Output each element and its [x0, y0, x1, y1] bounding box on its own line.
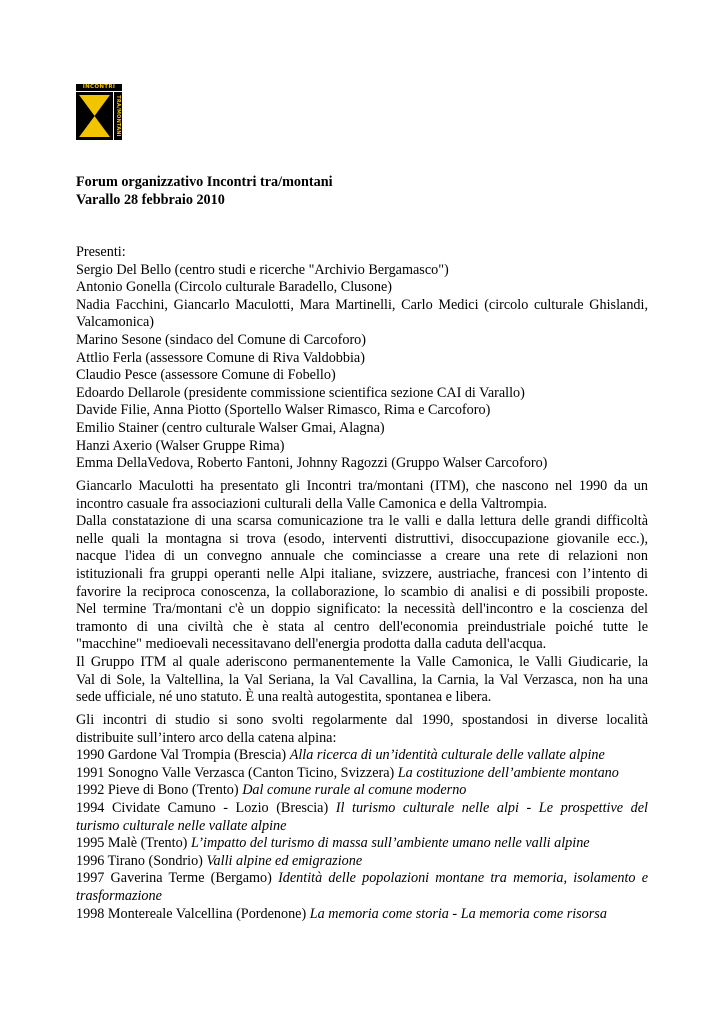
meeting-title: Alla ricerca di un’identità culturale delle vallate alpine — [289, 747, 605, 764]
intro-line: tramonto di una civiltà che è stata al centro dell'economia preindustriale poiché tutte le — [76, 618, 648, 635]
meeting-title: Dal comune rurale al comune moderno — [242, 782, 467, 799]
meetings-intro-line: Gli incontri di studio si sono svolti regolarmente dal 1990, spostandosi in diverse località — [76, 712, 648, 728]
intro-line: Dalla constatazione di una scarsa comunicazione tra le valli e dalla lettura delle grandi difficoltà — [76, 513, 648, 530]
attendees-label: Presenti: — [76, 244, 126, 260]
meeting-place: 1991 Sonogno Valle Verzasca (Canton Ticino, Svizzera) — [76, 764, 398, 781]
meeting-item-continued — [76, 888, 648, 906]
document-title: Forum organizzativo Incontri tra/montani — [76, 174, 333, 190]
attendees-section — [76, 244, 648, 473]
meeting-title: Il turismo culturale nelle alpi - Le prospettive del — [335, 799, 648, 816]
intro-line: favorire la reciproca conoscenza, la collaborazione, lo scambio di analisi e di possibili proposte. — [76, 583, 648, 600]
meeting-item — [76, 782, 648, 800]
meeting-place: 1997 Gaverina Terme (Bergamo) — [76, 870, 279, 887]
meeting-title: Identità delle popolazioni montane tra memoria, isolamento e — [278, 870, 648, 887]
intro-line: Val di Sole, la Valtellina, la Val Seriana, la Val Cavallina, la Carnia, la Val Verzasca, non ha una — [76, 671, 648, 688]
meeting-item — [76, 800, 648, 818]
attendee-line: Hanzi Axerio (Walser Gruppe Rima) — [76, 437, 285, 454]
intro-line: Giancarlo Maculotti ha presentato gli Incontri tra/montani (ITM), che nascono nel 1990 da un — [76, 478, 648, 494]
intro-line: incontro casuale fra associazioni culturali della Valle Camonica e della Valtrompia. — [76, 495, 548, 512]
meeting-title: turismo culturale nelle vallate alpine — [76, 817, 287, 834]
meeting-item — [76, 765, 648, 783]
intro-paragraph — [76, 478, 648, 707]
attendee-line: Attlio Ferla (assessore Comune di Riva Valdobbia) — [76, 349, 365, 366]
attendee-line: Valcamonica) — [76, 314, 154, 331]
attendee-line: Claudio Pesce (assessore Comune di Fobello) — [76, 367, 336, 384]
intro-line: Il Gruppo ITM al quale aderiscono permanentemente la Valle Camonica, le Valli Giudicarie, la — [76, 653, 648, 670]
meeting-title: L’impatto del turismo di massa sull’ambiente umano nelle valli alpine — [190, 835, 590, 852]
meeting-place: 1992 Pieve di Bono (Trento) — [76, 782, 243, 799]
logo-side-bar — [114, 92, 122, 140]
logo — [76, 84, 122, 140]
meeting-title: Valli alpine ed emigrazione — [206, 852, 363, 869]
meetings-section — [76, 712, 648, 923]
intro-line: nelle quali la montagna si trova (esodo, interventi distruttivi, disoccupazione giovanile ecc.), — [76, 530, 648, 547]
meeting-item — [76, 835, 648, 853]
meeting-place: 1994 Cividate Camuno - Lozio (Brescia) — [76, 799, 336, 816]
document-date: Varallo 28 febbraio 2010 — [76, 191, 225, 208]
meeting-title: La costituzione dell’ambiente montano — [397, 764, 619, 781]
intro-line: sede ufficiale, né uno statuto. È una realtà autogestita, spontanea e libera. — [76, 689, 492, 706]
intro-line: nacque l'idea di un convegno annuale che cominciasse a creare una rete di relazioni non — [76, 548, 648, 565]
intro-line: "macchine" medioevali necessitavano dell'energia prodotta dalla caduta dell'acqua. — [76, 636, 547, 653]
meeting-item — [76, 747, 648, 765]
logo-side-text: TRA/MONTANI — [115, 95, 121, 137]
attendee-line: Sergio Del Bello (centro studi e ricerche "Archivio Bergamasco") — [76, 261, 449, 278]
intro-line: istituzionali fra gruppi operanti nelle Alpi italiane, svizzere, austriache, francesi con l’intento di — [76, 565, 648, 582]
meeting-place: 1990 Gardone Val Trompia (Brescia) — [76, 747, 290, 764]
attendee-line: Emilio Stainer (centro culturale Walser Gmai, Alagna) — [76, 419, 385, 436]
attendee-line: Emma DellaVedova, Roberto Fantoni, Johnny Ragozzi (Gruppo Walser Carcoforo) — [76, 455, 548, 472]
logo-hourglass-icon — [76, 92, 113, 140]
attendee-line: Edoardo Dellarole (presidente commissione scientifica sezione CAI di Varallo) — [76, 384, 525, 401]
meeting-title: La memoria come storia - La memoria come risorsa — [309, 905, 607, 922]
meeting-item — [76, 853, 648, 871]
intro-line: Nel termine Tra/montani c'è un doppio significato: la necessità dell'incontro e la coscienza del — [76, 601, 648, 618]
meeting-place: 1996 Tirano (Sondrio) — [76, 852, 207, 869]
attendee-line: Marino Sesone (sindaco del Comune di Carcoforo) — [76, 331, 366, 348]
logo-top-text: INCONTRI — [76, 84, 122, 91]
attendee-line: Davide Filie, Anna Piotto (Sportello Walser Rimasco, Rima e Carcoforo) — [76, 402, 491, 419]
meeting-item — [76, 870, 648, 888]
attendee-line: Nadia Facchini, Giancarlo Maculotti, Mara Martinelli, Carlo Medici (circolo culturale Ghislandi, — [76, 296, 648, 313]
meeting-item — [76, 906, 648, 924]
document-header — [76, 174, 333, 209]
meeting-title: trasformazione — [76, 887, 162, 904]
meeting-place: 1998 Montereale Valcellina (Pordenone) — [76, 905, 310, 922]
meetings-intro-line: distribuite sull’intero arco della catena alpina: — [76, 729, 337, 746]
meeting-item-continued — [76, 818, 648, 836]
meeting-place: 1995 Malè (Trento) — [76, 835, 191, 852]
attendee-line: Antonio Gonella (Circolo culturale Baradello, Clusone) — [76, 279, 392, 296]
